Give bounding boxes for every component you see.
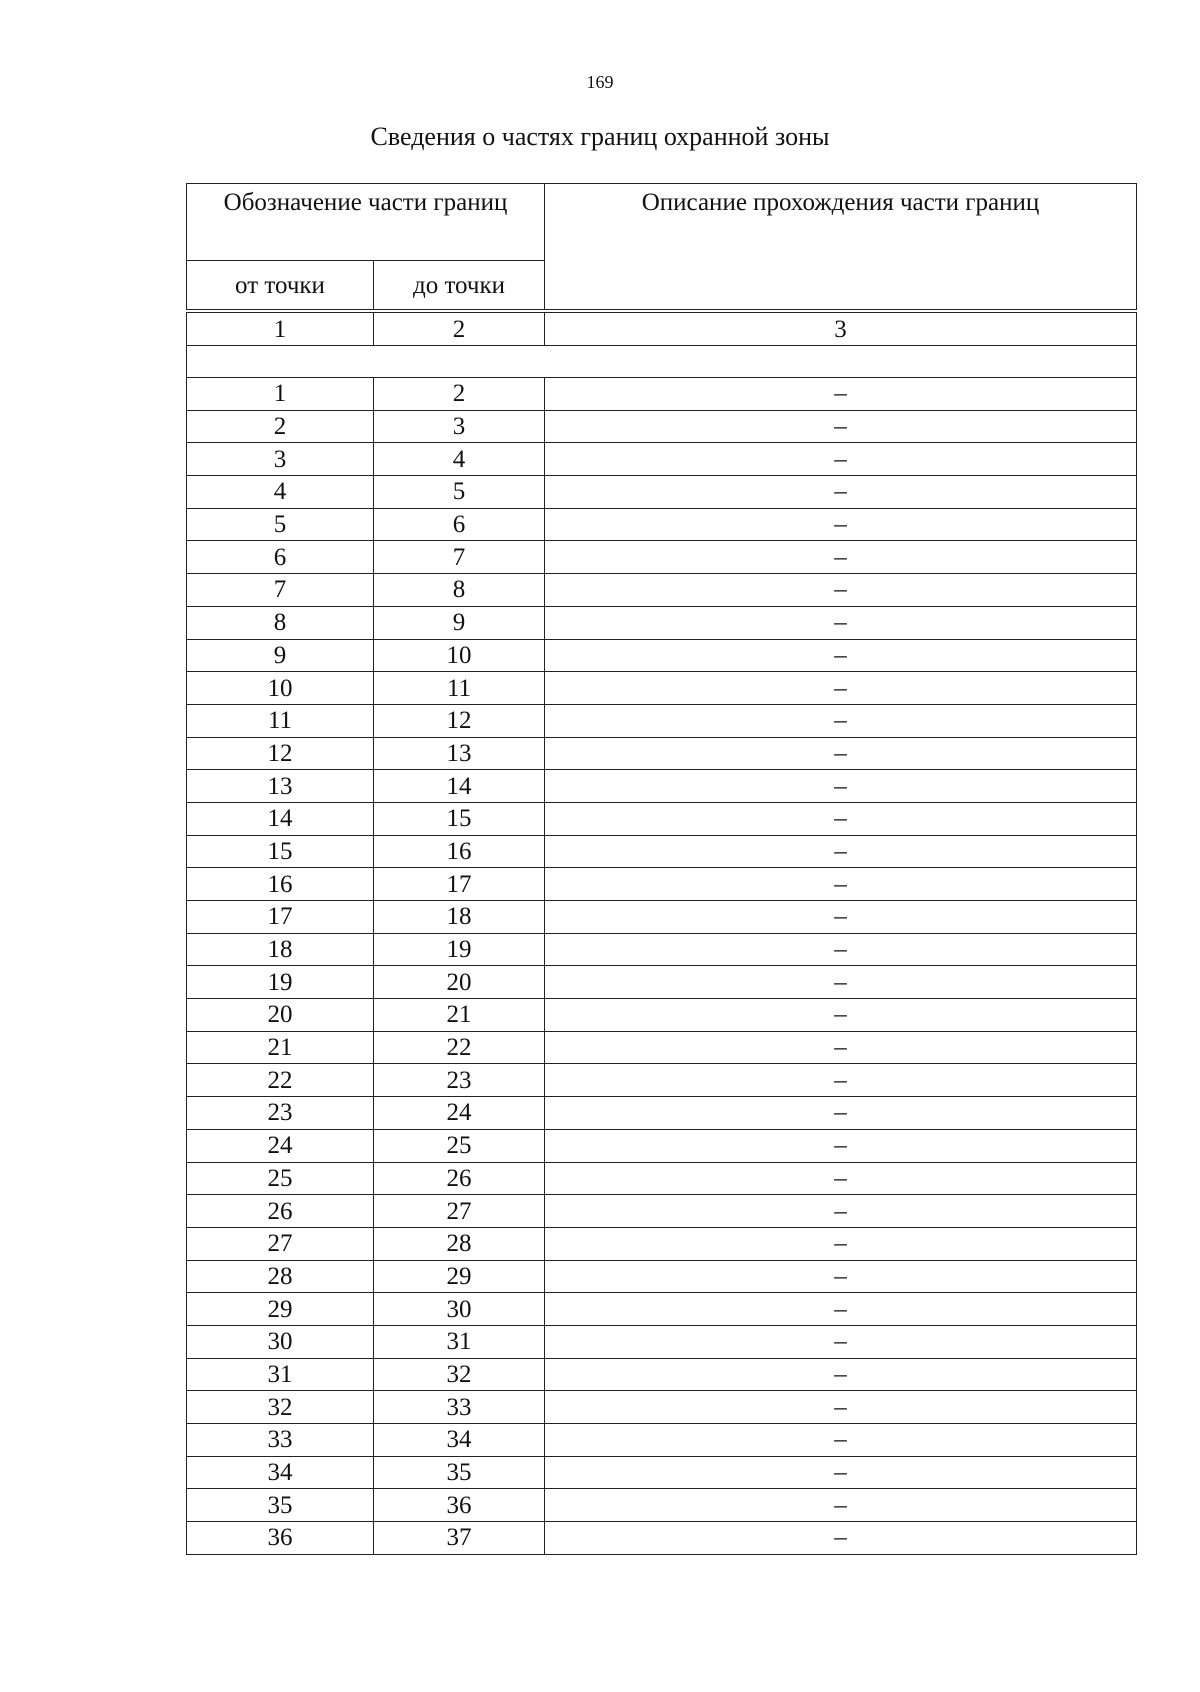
from-point-cell: 14 bbox=[187, 802, 374, 835]
table-row bbox=[187, 476, 1137, 509]
table-row bbox=[187, 933, 1137, 966]
to-point-cell: 31 bbox=[374, 1325, 545, 1358]
description-cell: – bbox=[545, 933, 1137, 966]
table-row bbox=[187, 574, 1137, 607]
description-cell: – bbox=[545, 1227, 1137, 1260]
from-point-cell: 24 bbox=[187, 1129, 374, 1162]
description-cell: – bbox=[545, 1424, 1137, 1457]
description-cell: – bbox=[545, 1293, 1137, 1326]
description-cell: – bbox=[545, 672, 1137, 705]
table-row bbox=[187, 802, 1137, 835]
table-row bbox=[187, 835, 1137, 868]
table-row bbox=[187, 966, 1137, 999]
description-cell: – bbox=[545, 1195, 1137, 1228]
to-point-cell: 10 bbox=[374, 639, 545, 672]
description-cell: – bbox=[545, 1391, 1137, 1424]
table-row bbox=[187, 868, 1137, 901]
description-cell: – bbox=[545, 1522, 1137, 1555]
description-cell: – bbox=[545, 1489, 1137, 1522]
to-point-cell: 4 bbox=[374, 443, 545, 476]
table-row bbox=[187, 1162, 1137, 1195]
table-row bbox=[187, 1358, 1137, 1391]
table-row bbox=[187, 1260, 1137, 1293]
to-point-cell: 19 bbox=[374, 933, 545, 966]
from-point-cell: 29 bbox=[187, 1293, 374, 1326]
column-number-cell: 1 bbox=[187, 313, 374, 346]
from-point-cell: 4 bbox=[187, 476, 374, 509]
from-point-cell: 33 bbox=[187, 1424, 374, 1457]
table-row bbox=[187, 999, 1137, 1032]
to-point-cell: 23 bbox=[374, 1064, 545, 1097]
to-point-cell: 17 bbox=[374, 868, 545, 901]
from-point-cell: 30 bbox=[187, 1325, 374, 1358]
from-point-cell: 15 bbox=[187, 835, 374, 868]
description-cell: – bbox=[545, 476, 1137, 509]
from-point-cell: 34 bbox=[187, 1456, 374, 1489]
from-point-cell: 21 bbox=[187, 1031, 374, 1064]
to-point-cell: 11 bbox=[374, 672, 545, 705]
table-row bbox=[187, 1031, 1137, 1064]
to-point-cell: 6 bbox=[374, 508, 545, 541]
table-row bbox=[187, 672, 1137, 705]
description-cell: – bbox=[545, 999, 1137, 1032]
from-point-cell: 27 bbox=[187, 1227, 374, 1260]
table-row bbox=[187, 410, 1137, 443]
from-point-cell: 26 bbox=[187, 1195, 374, 1228]
description-cell: – bbox=[545, 901, 1137, 934]
from-point-cell: 35 bbox=[187, 1489, 374, 1522]
from-point-cell: 19 bbox=[187, 966, 374, 999]
description-cell: – bbox=[545, 1260, 1137, 1293]
description-cell: – bbox=[545, 966, 1137, 999]
description-cell: – bbox=[545, 410, 1137, 443]
from-point-cell: 36 bbox=[187, 1522, 374, 1555]
header-to-point: до точки bbox=[374, 261, 545, 310]
description-cell: – bbox=[545, 835, 1137, 868]
description-cell: – bbox=[545, 1456, 1137, 1489]
to-point-cell: 12 bbox=[374, 704, 545, 737]
to-point-cell: 2 bbox=[374, 378, 545, 411]
from-point-cell: 6 bbox=[187, 541, 374, 574]
from-point-cell: 32 bbox=[187, 1391, 374, 1424]
to-point-cell: 37 bbox=[374, 1522, 545, 1555]
from-point-cell: 25 bbox=[187, 1162, 374, 1195]
description-cell: – bbox=[545, 868, 1137, 901]
header-from-point: от точки bbox=[187, 261, 374, 310]
table-header bbox=[187, 184, 1137, 310]
to-point-cell: 30 bbox=[374, 1293, 545, 1326]
to-point-cell: 20 bbox=[374, 966, 545, 999]
to-point-cell: 16 bbox=[374, 835, 545, 868]
from-point-cell: 16 bbox=[187, 868, 374, 901]
to-point-cell: 7 bbox=[374, 541, 545, 574]
from-point-cell: 8 bbox=[187, 606, 374, 639]
description-cell: – bbox=[545, 1358, 1137, 1391]
to-point-cell: 15 bbox=[374, 802, 545, 835]
to-point-cell: 21 bbox=[374, 999, 545, 1032]
description-cell: – bbox=[545, 1129, 1137, 1162]
description-cell: – bbox=[545, 639, 1137, 672]
table-row bbox=[187, 1391, 1137, 1424]
to-point-cell: 27 bbox=[374, 1195, 545, 1228]
table-row bbox=[187, 1195, 1137, 1228]
description-cell: – bbox=[545, 508, 1137, 541]
to-point-cell: 9 bbox=[374, 606, 545, 639]
description-cell: – bbox=[545, 378, 1137, 411]
to-point-cell: 36 bbox=[374, 1489, 545, 1522]
description-cell: – bbox=[545, 1162, 1137, 1195]
table-row bbox=[187, 704, 1137, 737]
to-point-cell: 18 bbox=[374, 901, 545, 934]
table-row bbox=[187, 1325, 1137, 1358]
table-row bbox=[187, 737, 1137, 770]
table-body bbox=[187, 310, 1137, 1555]
from-point-cell: 18 bbox=[187, 933, 374, 966]
header-row-top bbox=[187, 184, 1137, 261]
description-cell: – bbox=[545, 1097, 1137, 1130]
to-point-cell: 8 bbox=[374, 574, 545, 607]
from-point-cell: 12 bbox=[187, 737, 374, 770]
table-row bbox=[187, 639, 1137, 672]
table-row bbox=[187, 1064, 1137, 1097]
description-cell: – bbox=[545, 606, 1137, 639]
from-point-cell: 22 bbox=[187, 1064, 374, 1097]
column-number-cell: 2 bbox=[374, 313, 545, 346]
table-row bbox=[187, 1489, 1137, 1522]
to-point-cell: 5 bbox=[374, 476, 545, 509]
boundary-parts-table bbox=[186, 183, 1137, 1555]
column-number-cell: 3 bbox=[545, 313, 1137, 346]
to-point-cell: 33 bbox=[374, 1391, 545, 1424]
to-point-cell: 25 bbox=[374, 1129, 545, 1162]
description-cell: – bbox=[545, 443, 1137, 476]
from-point-cell: 5 bbox=[187, 508, 374, 541]
from-point-cell: 31 bbox=[187, 1358, 374, 1391]
to-point-cell: 32 bbox=[374, 1358, 545, 1391]
from-point-cell: 3 bbox=[187, 443, 374, 476]
to-point-cell: 28 bbox=[374, 1227, 545, 1260]
table-row bbox=[187, 443, 1137, 476]
description-cell: – bbox=[545, 704, 1137, 737]
table-row bbox=[187, 1129, 1137, 1162]
to-point-cell: 22 bbox=[374, 1031, 545, 1064]
column-number-row bbox=[187, 313, 1137, 346]
to-point-cell: 26 bbox=[374, 1162, 545, 1195]
page-title: Сведения о частях границ охранной зоны bbox=[370, 122, 830, 151]
description-cell: – bbox=[545, 1031, 1137, 1064]
from-point-cell: 2 bbox=[187, 410, 374, 443]
from-point-cell: 28 bbox=[187, 1260, 374, 1293]
table-row bbox=[187, 1227, 1137, 1260]
from-point-cell: 11 bbox=[187, 704, 374, 737]
from-point-cell: 20 bbox=[187, 999, 374, 1032]
table-row bbox=[187, 770, 1137, 803]
table-row bbox=[187, 1456, 1137, 1489]
table-row bbox=[187, 541, 1137, 574]
table-row bbox=[187, 606, 1137, 639]
to-point-cell: 3 bbox=[374, 410, 545, 443]
table-row bbox=[187, 901, 1137, 934]
page-number: 169 bbox=[586, 72, 614, 92]
description-cell: – bbox=[545, 1064, 1137, 1097]
from-point-cell: 23 bbox=[187, 1097, 374, 1130]
description-cell: – bbox=[545, 737, 1137, 770]
table-row bbox=[187, 1522, 1137, 1555]
to-point-cell: 13 bbox=[374, 737, 545, 770]
from-point-cell: 10 bbox=[187, 672, 374, 705]
header-boundary-description: Описание прохождения части границ bbox=[545, 184, 1137, 310]
to-point-cell: 29 bbox=[374, 1260, 545, 1293]
from-point-cell: 17 bbox=[187, 901, 374, 934]
to-point-cell: 24 bbox=[374, 1097, 545, 1130]
to-point-cell: 14 bbox=[374, 770, 545, 803]
description-cell: – bbox=[545, 574, 1137, 607]
from-point-cell: 9 bbox=[187, 639, 374, 672]
description-cell: – bbox=[545, 802, 1137, 835]
table-row bbox=[187, 1424, 1137, 1457]
description-cell: – bbox=[545, 770, 1137, 803]
from-point-cell: 1 bbox=[187, 378, 374, 411]
header-boundary-part-designation: Обозначение части границ bbox=[187, 184, 545, 261]
table-row bbox=[187, 378, 1137, 411]
table-row bbox=[187, 1293, 1137, 1326]
description-cell: – bbox=[545, 541, 1137, 574]
section-label-cell bbox=[187, 346, 1137, 378]
to-point-cell: 34 bbox=[374, 1424, 545, 1457]
table-row bbox=[187, 508, 1137, 541]
from-point-cell: 7 bbox=[187, 574, 374, 607]
to-point-cell: 35 bbox=[374, 1456, 545, 1489]
section-row bbox=[187, 346, 1137, 378]
from-point-cell: 13 bbox=[187, 770, 374, 803]
table-row bbox=[187, 1097, 1137, 1130]
description-cell: – bbox=[545, 1325, 1137, 1358]
